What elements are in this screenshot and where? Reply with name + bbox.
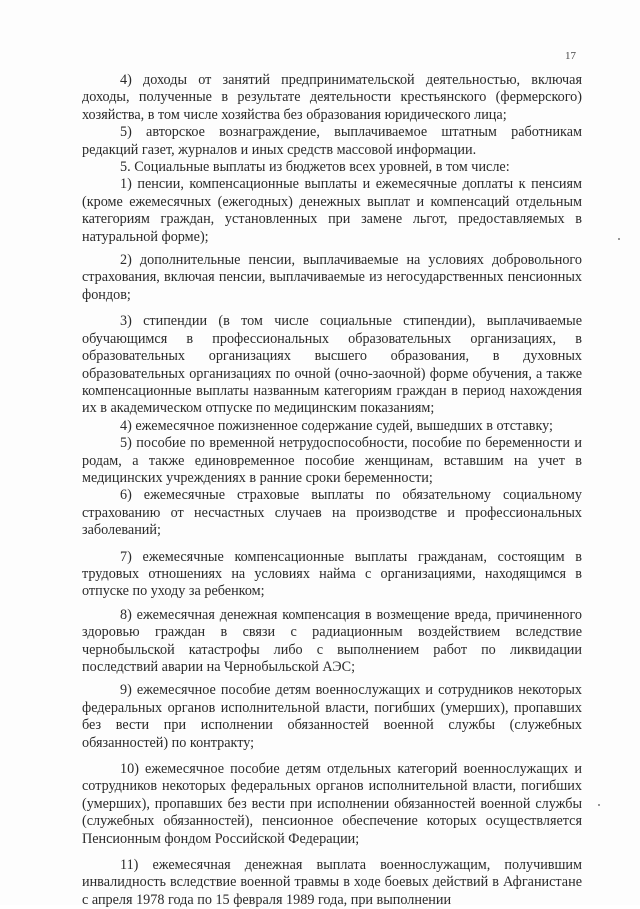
paragraph: 8) ежемесячная денежная компенсация в возмещение вреда, причиненного здоровью граждан в связи с радиационным воздействием вследствие чернобыльской катастрофы либо с выполнением работ по ликвидации последствий аварии на Чернобыльской АЭС; [82, 606, 582, 675]
scan-speck [618, 238, 620, 240]
paragraph: 11) ежемесячная денежная выплата военнослужащим, получившим инвалидность вследствие военной травмы в ходе боевых действий в Афганистане с апреля 1978 года по 15 февраля 1989 года, при выполнении [82, 857, 582, 908]
section-heading: 5. Социальные выплаты из бюджетов всех уровней, в том числе: [120, 159, 510, 176]
paragraph: 4) ежемесячное пожизненное содержание судей, вышедших в отставку; [120, 417, 553, 434]
page-number: 17 [565, 50, 576, 62]
paragraph: 7) ежемесячные компенсационные выплаты гражданам, состоящим в трудовых отношениях на условиях найма с организациями, находящимся в отпуске по уходу за ребенком; [82, 548, 582, 600]
paragraph: 2) дополнительные пенсии, выплачиваемые на условиях добровольного страхования, включая пенсии, выплачиваемые из негосударственных пенсионных фондов; [82, 252, 582, 303]
paragraph: 5) пособие по временной нетрудоспособности, пособие по беременности и родам, а также единовременное пособие женщинам, вставшим на учет в медицинских учреждениях в ранние сроки беременности; [82, 435, 582, 486]
paragraph: 5) авторское вознаграждение, выплачиваемое штатным работникам редакций газет, журналов и иных средств массовой информации. [82, 124, 582, 158]
scan-speck [598, 804, 600, 806]
paragraph: 3) стипендии (в том числе социальные стипендии), выплачиваемые обучающимся в профессиональных образовательных организациях, в образовательных организациях высшего образования, в духовных образовательных организациях по очной (очно-заочной) форме обучения, а также компенсационные выплаты названным категориям граждан в период нахождения их в академическом отпуске по медицинским показаниям; [82, 313, 582, 417]
paragraph: 4) доходы от занятий предпринимательской деятельностью, включая доходы, полученные в результате деятельности крестьянского (фермерского) хозяйства, в том числе хозяйства без образования юридического лица; [82, 72, 582, 123]
paragraph: 9) ежемесячное пособие детям военнослужащих и сотрудников некоторых федеральных органов исполнительной власти, погибших (умерших), пропавших без вести при исполнении обязанностей военной службы (служебных обязанностей) по контракту; [82, 682, 582, 751]
paragraph: 1) пенсии, компенсационные выплаты и ежемесячные доплаты к пенсиям (кроме ежемесячных (ежегодных) денежных выплат и компенсаций отдельным категориям граждан, установленных при замене льгот, предоставляемых в натуральной форме); [82, 176, 582, 245]
document-body [82, 72, 582, 909]
paragraph: 6) ежемесячные страховые выплаты по обязательному социальному страхованию от несчастных случаев на производстве и профессиональных заболеваний; [82, 487, 582, 539]
paragraph: 10) ежемесячное пособие детям отдельных категорий военнослужащих и сотрудников некоторых федеральных органов исполнительной власти, погибших (умерших), пропавших без вести при исполнении обязанностей военной службы (служебных обязанностей), пенсионное обеспечение которых осуществляется Пенсионным фондом Российской Федерации; [82, 761, 582, 847]
